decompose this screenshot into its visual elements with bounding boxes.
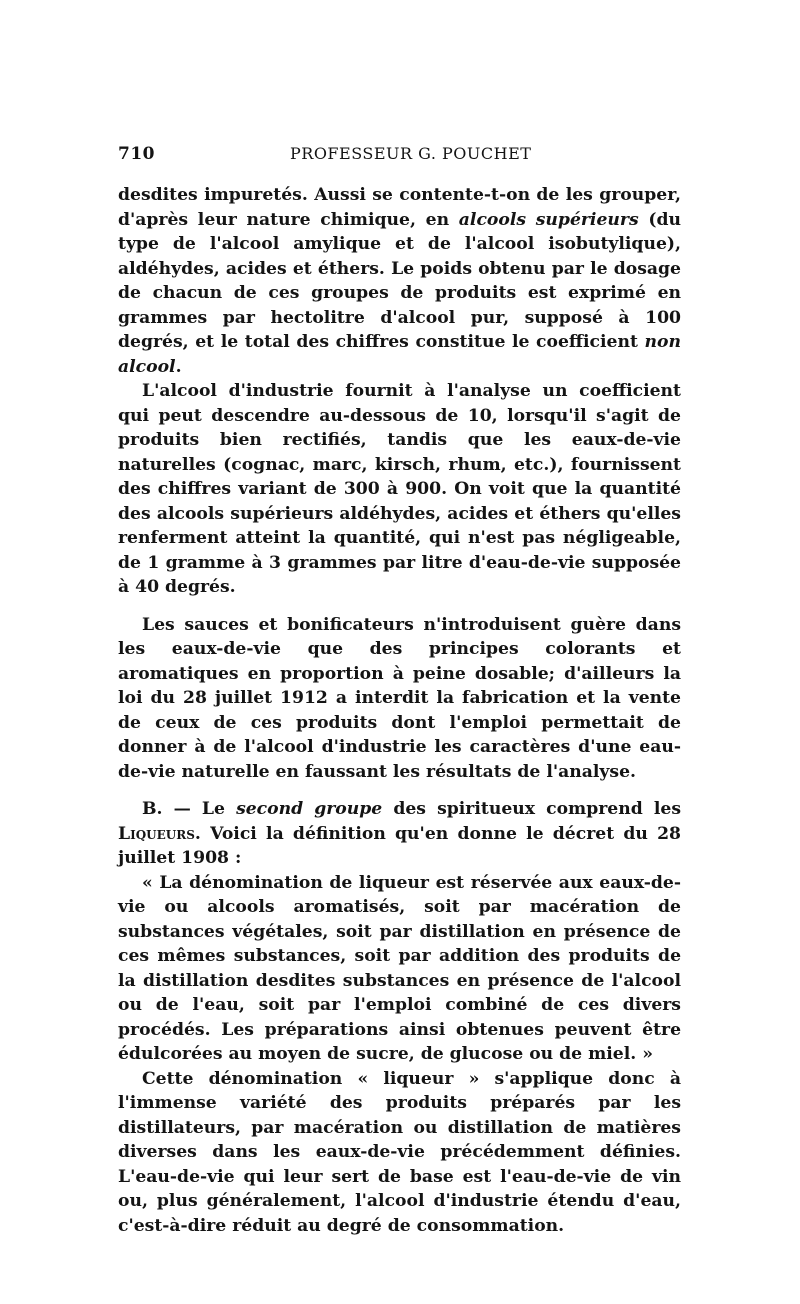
paragraph-4-emphasis-b: second groupe — [236, 799, 383, 819]
paragraph-1-emphasis-a: alcools supérieurs — [458, 209, 639, 230]
paragraph-4-text-a: B. — Le — [142, 799, 237, 819]
paragraph-1 — [118, 183, 681, 379]
paragraph-4-small-caps-d: Liqueurs — [118, 823, 195, 844]
paragraph-4-text-c: des spiritueux comprend les — [382, 799, 681, 819]
paragraph-1-text-e: . — [175, 356, 182, 377]
paragraph-1-text-a: desdites impuretés. Aussi se contente-t-on de les grouper, d'après leur nature chimique, en — [118, 185, 681, 230]
paragraph-6: Cette dénomination « liqueur » s'applique donc à l'immense variété des produits préparés par les distillateurs, par macération ou distillation de matières diverses dans les eaux-de-vie précédemment définies. L'eau-de-vie qui leur sert de base est l'eau-de-vie de vin ou, plus généralement, l'alcool d'industrie étendu d'eau, c'est-à-dire réduit au degré de consommation. — [118, 1068, 681, 1236]
paragraph-4 — [118, 797, 681, 871]
paragraph-1-emphasis-d: non alcool — [118, 332, 681, 377]
page-number: 710 — [118, 144, 155, 164]
paragraph-1-text-c: (du type de l'alcool amylique et de l'alcool isobutylique), aldéhydes, acides et éthers. Le poids obtenu par le dosage de chacun de ces groupes de produits est exprimé en grammes par hectolitre d'alcool pur, supposé à 100 degrés, et le total des chiffres constitue le coefficient — [118, 209, 681, 352]
paragraph-5-quotation: « La dénomination de liqueur est réservée aux eaux-de-vie ou alcools aromatisés, soit par macération de substances végétales, soit par distillation en présence de ces mêmes substances, soit par addition des produits de la distillation desdites substances en présence de l'alcool ou de l'eau, soit par l'emploi combiné de ces divers procédés. Les préparations ainsi obtenues peuvent être édulcorées au moyen de sucre, de glucose ou de miel. » — [118, 872, 681, 1064]
book-page — [118, 138, 681, 1238]
paragraph-3: Les sauces et bonificateurs n'introduisent guère dans les eaux-de-vie que des principes colorants et aromatiques en proportion à peine dosable; d'ailleurs la loi du 28 juillet 1912 a interdit la fabrication et la vente de ceux de ces produits dont l'emploi permettait de donner à de l'alcool d'industrie les caractères d'une eau-de-vie naturelle en faussant les résultats de l'analyse. — [118, 614, 681, 782]
running-title: PROFESSEUR G. POUCHET — [290, 144, 532, 163]
body-text — [118, 183, 681, 1238]
paragraph-2: L'alcool d'industrie fournit à l'analyse un coefficient qui peut descendre au-dessous de 10, lorsqu'il s'agit de produits bien rectifiés, tandis que les eaux-de-vie naturelles (cognac, marc, kirsch, rhum, etc.), fournissent des chiffres variant de 300 à 900. On voit que la quantité des alcools supérieurs aldéhydes, acides et éthers qu'elles renferment atteint la quantité, qui n'est pas négligeable, de 1 gramme à 3 grammes par litre d'eau-de-vie supposée à 40 degrés. — [118, 381, 681, 597]
paragraph-4-text-e: . Voici la définition qu'en donne le décret du 28 juillet 1908 : — [118, 823, 681, 868]
page-header — [118, 138, 681, 168]
